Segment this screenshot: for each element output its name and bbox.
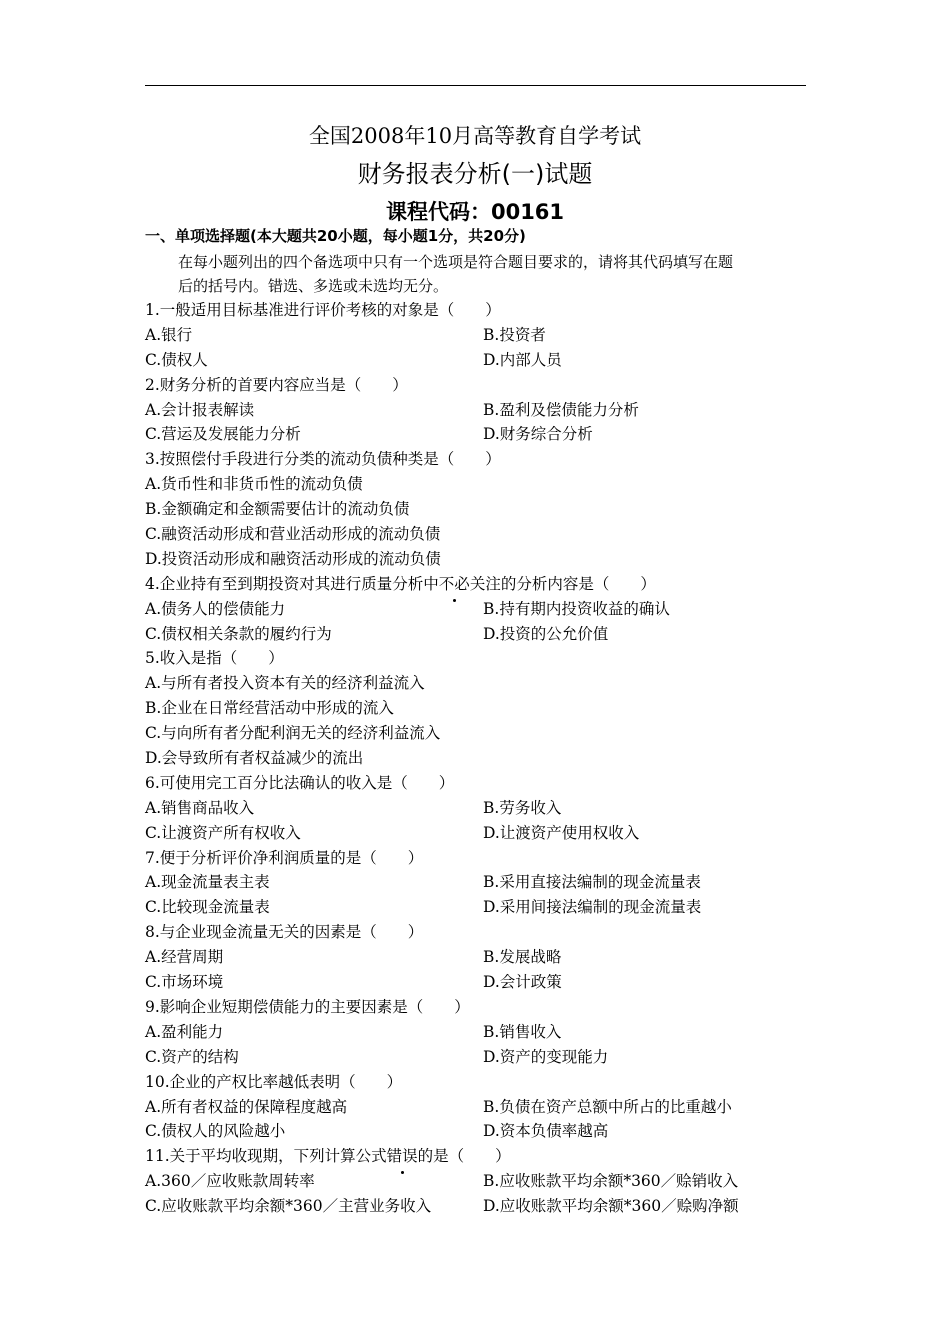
question-stem bbox=[145, 646, 825, 671]
option-row bbox=[145, 472, 825, 497]
option-row bbox=[145, 1095, 825, 1120]
option-d: D.资本负债率越高 bbox=[483, 1122, 609, 1141]
option-d: D.投资活动形成和融资活动形成的流动负债 bbox=[145, 549, 441, 568]
question-list bbox=[145, 298, 825, 1219]
option-row bbox=[145, 870, 825, 895]
question-stem bbox=[145, 572, 825, 597]
option-row bbox=[145, 945, 825, 970]
option-row bbox=[145, 398, 825, 423]
option-row bbox=[145, 671, 825, 696]
option-row bbox=[145, 547, 825, 572]
option-row bbox=[145, 522, 825, 547]
option-d: D.投资的公允价值 bbox=[483, 624, 609, 643]
option-row bbox=[145, 422, 825, 447]
option-a: A.会计报表解读 bbox=[145, 400, 255, 419]
option-row bbox=[145, 796, 825, 821]
option-d: D.内部人员 bbox=[483, 350, 562, 369]
course-code: 课程代码：00161 bbox=[385, 200, 565, 224]
option-a: A.360／应收账款周转率 bbox=[145, 1172, 315, 1191]
option-b: B.持有期内投资收益的确认 bbox=[483, 599, 670, 618]
emphasis-text: 错误 bbox=[387, 1144, 418, 1169]
stem-text: 3.按照偿付手段进行分类的流动负债种类是（ ） bbox=[145, 450, 501, 469]
option-b: B.投资者 bbox=[483, 325, 546, 344]
option-a: A.经营周期 bbox=[145, 948, 224, 967]
option-row bbox=[145, 1020, 825, 1045]
option-b: B.盈利及偿债能力分析 bbox=[483, 400, 639, 419]
stem-text: 关注的分析内容是（ ） bbox=[469, 574, 656, 593]
option-row bbox=[145, 323, 825, 348]
option-c: C.融资活动形成和营业活动形成的流动负债 bbox=[145, 525, 441, 544]
option-d: D.让渡资产使用权收入 bbox=[483, 823, 640, 842]
option-b: B.负债在资产总额中所占的比重越小 bbox=[483, 1097, 732, 1116]
stem-text: 8.与企业现金流量无关的因素是（ ） bbox=[145, 923, 424, 942]
option-row bbox=[145, 348, 825, 373]
option-row bbox=[145, 1194, 825, 1219]
section-instruction-line1: 在每小题列出的四个备选项中只有一个选项是符合题目要求的，请将其代码填写在题 bbox=[178, 253, 734, 271]
option-c: C.营运及发展能力分析 bbox=[145, 425, 301, 444]
option-row bbox=[145, 1045, 825, 1070]
option-row bbox=[145, 622, 825, 647]
stem-text: 1.一般适用目标基准进行评价考核的对象是（ ） bbox=[145, 301, 501, 319]
question-stem bbox=[145, 846, 825, 871]
option-row bbox=[145, 1119, 825, 1144]
option-a: A.所有者权益的保障程度越高 bbox=[145, 1097, 348, 1116]
option-c: C.债权相关条款的履约行为 bbox=[145, 624, 332, 643]
option-a: A.银行 bbox=[145, 325, 193, 344]
option-a: A.销售商品收入 bbox=[145, 798, 255, 817]
option-d: D.会导致所有者权益减少的流出 bbox=[145, 749, 364, 768]
stem-text: 9.影响企业短期偿债能力的主要因素是（ ） bbox=[145, 997, 470, 1016]
option-c: C.市场环境 bbox=[145, 973, 224, 992]
stem-text: 5.收入是指（ ） bbox=[145, 649, 284, 668]
option-a: A.债务人的偿债能力 bbox=[145, 599, 286, 618]
stem-text: 6.可使用完工百分比法确认的收入是（ ） bbox=[145, 773, 455, 792]
option-c: C.债权人 bbox=[145, 350, 208, 369]
option-c: C.资产的结构 bbox=[145, 1047, 239, 1066]
stem-text: 2.财务分析的首要内容应当是（ ） bbox=[145, 375, 408, 394]
stem-text: 10.企业的产权比率越低表明（ ） bbox=[145, 1072, 403, 1091]
question-stem bbox=[145, 771, 825, 796]
question-stem bbox=[145, 373, 825, 398]
option-a: A.与所有者投入资本有关的经济利益流入 bbox=[145, 674, 425, 693]
option-a: A.现金流量表主表 bbox=[145, 873, 270, 892]
option-c: C.债权人的风险越小 bbox=[145, 1122, 286, 1141]
option-row bbox=[145, 895, 825, 920]
option-c: C.与向所有者分配利润无关的经济利益流入 bbox=[145, 724, 441, 743]
option-row bbox=[145, 497, 825, 522]
option-row bbox=[145, 746, 825, 771]
option-row bbox=[145, 597, 825, 622]
option-d: D.采用间接法编制的现金流量表 bbox=[483, 898, 702, 917]
question-stem bbox=[145, 298, 825, 323]
option-row bbox=[145, 721, 825, 746]
option-b: B.应收账款平均余额*360／赊销收入 bbox=[483, 1172, 739, 1191]
stem-text: 7.便于分析评价净利润质量的是（ ） bbox=[145, 848, 424, 867]
question-stem bbox=[145, 1144, 825, 1169]
question-stem bbox=[145, 1070, 825, 1095]
option-d: D.财务综合分析 bbox=[483, 425, 593, 444]
option-b: B.金额确定和金额需要估计的流动负债 bbox=[145, 500, 410, 519]
question-stem bbox=[145, 920, 825, 945]
option-b: B.销售收入 bbox=[483, 1022, 562, 1041]
stem-text: 11.关于平均收现期，下列计算公式 bbox=[145, 1147, 387, 1166]
option-row bbox=[145, 1169, 825, 1194]
option-a: A.盈利能力 bbox=[145, 1022, 224, 1041]
option-c: C.让渡资产所有权收入 bbox=[145, 823, 301, 842]
option-b: B.发展战略 bbox=[483, 948, 562, 967]
option-row bbox=[145, 696, 825, 721]
option-d: D.会计政策 bbox=[483, 973, 562, 992]
option-a: A.货币性和非货币性的流动负债 bbox=[145, 475, 363, 494]
option-d: D.资产的变现能力 bbox=[483, 1047, 609, 1066]
option-b: B.采用直接法编制的现金流量表 bbox=[483, 873, 701, 892]
stem-text: 4.企业持有至到期投资对其进行质量分析中 bbox=[145, 574, 439, 593]
option-d: D.应收账款平均余额*360／赊购净额 bbox=[483, 1197, 739, 1216]
section-instruction-line2: 后的括号内。错选、多选或未选均无分。 bbox=[178, 277, 449, 295]
question-stem bbox=[145, 447, 825, 472]
option-c: C.应收账款平均余额*360／主营业务收入 bbox=[145, 1197, 432, 1216]
section-title: 一、单项选择题(本大题共20小题，每小题1分，共20分) bbox=[145, 227, 526, 245]
header-rule bbox=[145, 85, 806, 86]
exam-title: 全国2008年10月高等教育自学考试 bbox=[308, 124, 642, 148]
paper-title: 财务报表分析(一)试题 bbox=[357, 160, 593, 188]
option-row bbox=[145, 970, 825, 995]
option-c: C.比较现金流量表 bbox=[145, 898, 270, 917]
question-stem bbox=[145, 995, 825, 1020]
stem-text: 的是（ ） bbox=[417, 1147, 511, 1166]
option-b: B.企业在日常经营活动中形成的流入 bbox=[145, 699, 394, 718]
option-row bbox=[145, 821, 825, 846]
emphasis-text: 不必 bbox=[439, 572, 470, 597]
option-b: B.劳务收入 bbox=[483, 798, 562, 817]
